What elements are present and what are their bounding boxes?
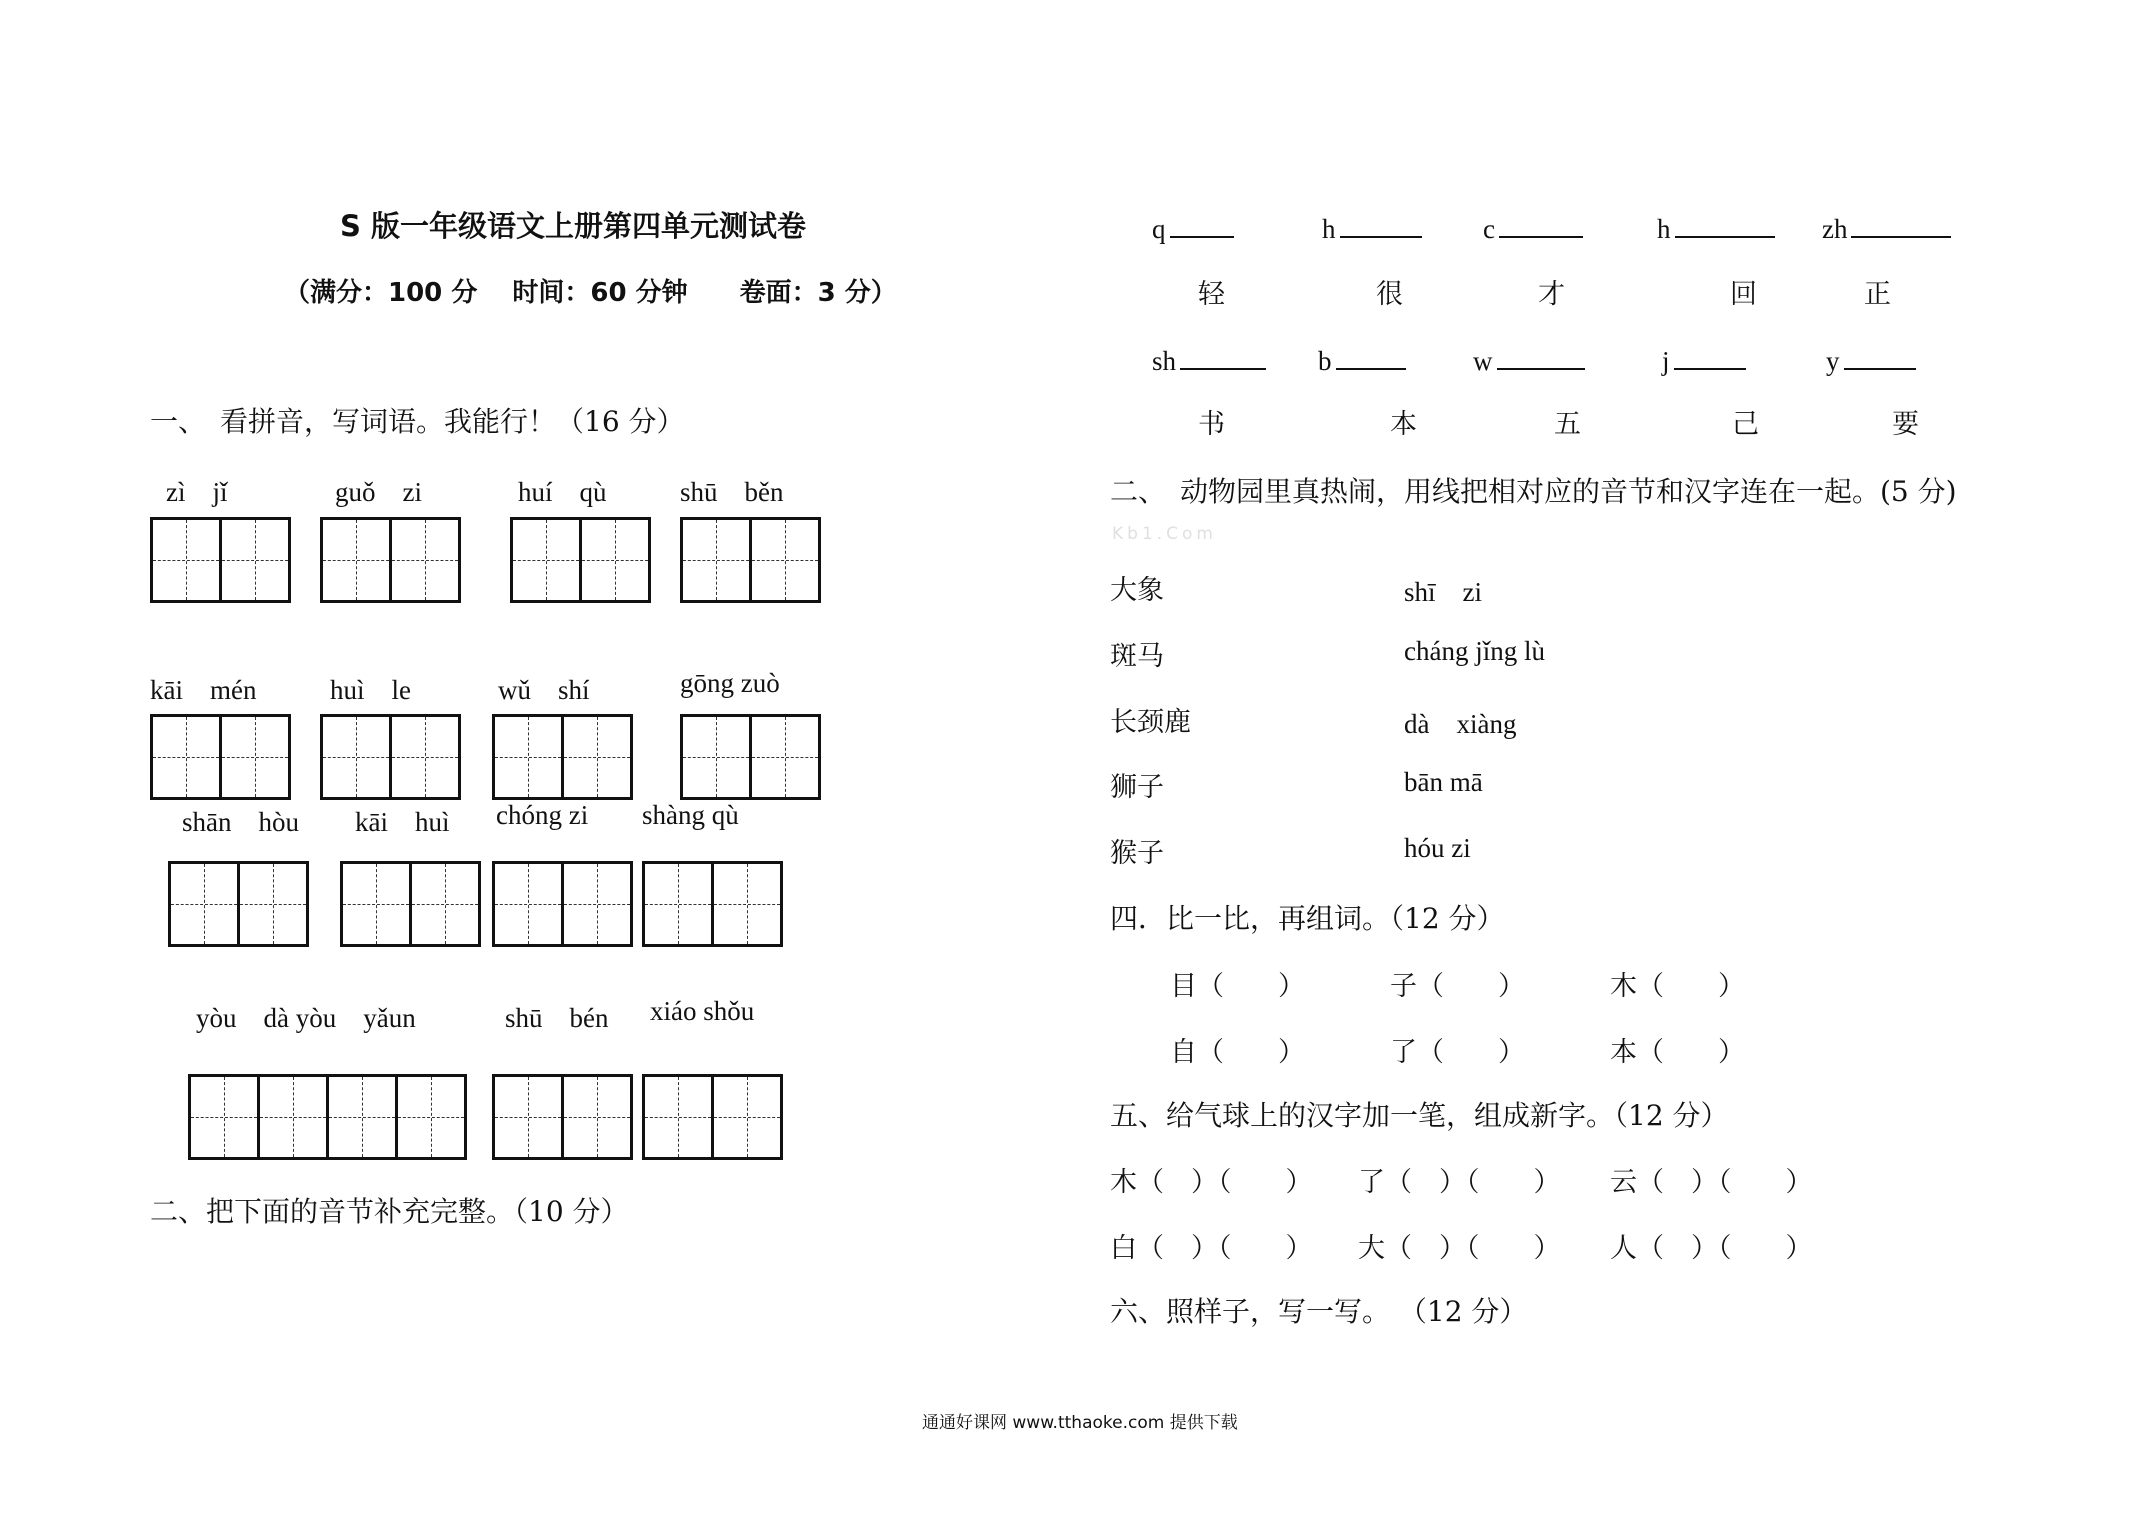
writing-grid[interactable] bbox=[320, 517, 461, 603]
animal-pinyin[interactable]: bān mā bbox=[1404, 767, 1483, 797]
hint-char: 书 bbox=[1198, 409, 1225, 440]
syllable-initial: h bbox=[1657, 214, 1671, 244]
writing-grid[interactable] bbox=[150, 714, 291, 800]
syllable-blank[interactable] bbox=[1822, 208, 1951, 245]
writing-grid[interactable] bbox=[150, 517, 291, 603]
syllable-initial: q bbox=[1152, 214, 1166, 244]
writing-grid[interactable] bbox=[680, 714, 821, 800]
animal-word[interactable]: 猴子 bbox=[1110, 838, 1164, 869]
syllable-initial: zh bbox=[1822, 214, 1848, 244]
pinyin-label: wǔ shí bbox=[498, 675, 590, 705]
pinyin-label: zì jǐ bbox=[166, 477, 228, 507]
syllable-blank[interactable] bbox=[1473, 340, 1585, 377]
word-blank[interactable]: 木（ ） bbox=[1610, 971, 1745, 1002]
pinyin-label: yòu dà yòu yǎun bbox=[196, 1003, 416, 1033]
pinyin-label: kāi huì bbox=[355, 807, 450, 837]
section-4-heading: 四．比一比，再组词。（12 分） bbox=[1110, 902, 1505, 935]
hint-char: 才 bbox=[1538, 279, 1565, 310]
hint-char: 要 bbox=[1892, 409, 1919, 440]
writing-grid[interactable] bbox=[642, 861, 783, 947]
syllable-initial: b bbox=[1318, 346, 1332, 376]
section-2-matching-heading: 二、 动物园里真热闹，用线把相对应的音节和汉字连在一起。(5 分) bbox=[1110, 475, 1957, 508]
pinyin-label: shān hòu bbox=[182, 807, 299, 837]
pinyin-label: shū běn bbox=[680, 477, 784, 507]
writing-grid[interactable] bbox=[510, 517, 651, 603]
writing-grid[interactable] bbox=[188, 1074, 467, 1160]
pinyin-label: huì le bbox=[330, 675, 411, 705]
hint-char: 正 bbox=[1864, 279, 1891, 310]
word-blank[interactable]: 了（ ） bbox=[1390, 1037, 1525, 1068]
writing-grid[interactable] bbox=[340, 861, 481, 947]
page-footer: 通通好课网 www.tthaoke.com 提供下载 bbox=[922, 1413, 1238, 1433]
syllable-blank[interactable] bbox=[1318, 340, 1406, 377]
animal-word[interactable]: 狮子 bbox=[1110, 772, 1164, 803]
syllable-initial: sh bbox=[1152, 346, 1177, 376]
hint-char: 五 bbox=[1554, 409, 1581, 440]
animal-pinyin[interactable]: hóu zi bbox=[1404, 833, 1471, 863]
pinyin-label: huí qù bbox=[518, 477, 607, 507]
char-blank[interactable]: 了（ ）（ ） bbox=[1358, 1167, 1561, 1198]
hint-char: 己 bbox=[1732, 409, 1759, 440]
animal-word[interactable]: 斑马 bbox=[1110, 641, 1164, 672]
char-blank[interactable]: 大（ ）（ ） bbox=[1358, 1233, 1561, 1264]
writing-grid[interactable] bbox=[492, 714, 633, 800]
writing-grid[interactable] bbox=[642, 1074, 783, 1160]
pinyin-label: shàng qù bbox=[642, 800, 739, 830]
writing-grid[interactable] bbox=[492, 861, 633, 947]
syllable-blank[interactable] bbox=[1826, 340, 1916, 377]
animal-pinyin[interactable]: shī zi bbox=[1404, 577, 1482, 607]
syllable-initial: w bbox=[1473, 346, 1493, 376]
pinyin-label: chóng zi bbox=[496, 800, 589, 830]
animal-word[interactable]: 大象 bbox=[1110, 575, 1164, 606]
page-subtitle: （满分：100 分 时间：60 分钟 卷面：3 分） bbox=[284, 278, 897, 308]
section-5-heading: 五、给气球上的汉字加一笔，组成新字。（12 分） bbox=[1110, 1099, 1729, 1132]
writing-grid[interactable] bbox=[320, 714, 461, 800]
char-blank[interactable]: 云（ ）（ ） bbox=[1610, 1167, 1813, 1198]
syllable-blank[interactable] bbox=[1657, 208, 1775, 245]
section-1-heading: 一、 看拼音，写词语。我能行！（16 分） bbox=[150, 405, 685, 438]
writing-grid[interactable] bbox=[492, 1074, 633, 1160]
syllable-initial: y bbox=[1826, 346, 1840, 376]
char-blank[interactable]: 人（ ）（ ） bbox=[1610, 1233, 1813, 1264]
watermark-text: Kb1.Com bbox=[1112, 524, 1217, 544]
hint-char: 回 bbox=[1730, 279, 1757, 310]
syllable-initial: h bbox=[1322, 214, 1336, 244]
pinyin-label: xiáo shǒu bbox=[650, 996, 755, 1026]
hint-char: 轻 bbox=[1198, 279, 1225, 310]
syllable-blank[interactable] bbox=[1152, 340, 1266, 377]
writing-grid[interactable] bbox=[680, 517, 821, 603]
pinyin-label: kāi mén bbox=[150, 675, 257, 705]
section-6-heading: 六、照样子，写一写。 （12 分） bbox=[1110, 1295, 1528, 1328]
pinyin-label: gōng zuò bbox=[680, 668, 780, 698]
char-blank[interactable]: 木（ ）（ ） bbox=[1110, 1167, 1313, 1198]
word-blank[interactable]: 本（ ） bbox=[1610, 1037, 1745, 1068]
word-blank[interactable]: 目（ ） bbox=[1170, 971, 1305, 1002]
syllable-blank[interactable] bbox=[1152, 208, 1234, 245]
animal-pinyin[interactable]: cháng jǐng lù bbox=[1404, 636, 1545, 666]
char-blank[interactable]: 白（ ）（ ） bbox=[1110, 1233, 1313, 1264]
syllable-initial: c bbox=[1483, 214, 1495, 244]
hint-char: 很 bbox=[1376, 279, 1403, 310]
syllable-blank[interactable] bbox=[1662, 340, 1746, 377]
section-2-heading: 二、把下面的音节补充完整。（10 分） bbox=[150, 1195, 629, 1228]
syllable-blank[interactable] bbox=[1322, 208, 1422, 245]
pinyin-label: guǒ zi bbox=[335, 477, 422, 507]
word-blank[interactable]: 自（ ） bbox=[1170, 1037, 1305, 1068]
syllable-blank[interactable] bbox=[1483, 208, 1583, 245]
syllable-initial: j bbox=[1662, 346, 1670, 376]
word-blank[interactable]: 子（ ） bbox=[1390, 971, 1525, 1002]
animal-word[interactable]: 长颈鹿 bbox=[1110, 707, 1191, 738]
page-title: S 版一年级语文上册第四单元测试卷 bbox=[340, 209, 806, 243]
animal-pinyin[interactable]: dà xiàng bbox=[1404, 709, 1517, 739]
pinyin-label: shū bén bbox=[505, 1003, 609, 1033]
writing-grid[interactable] bbox=[168, 861, 309, 947]
hint-char: 本 bbox=[1390, 409, 1417, 440]
